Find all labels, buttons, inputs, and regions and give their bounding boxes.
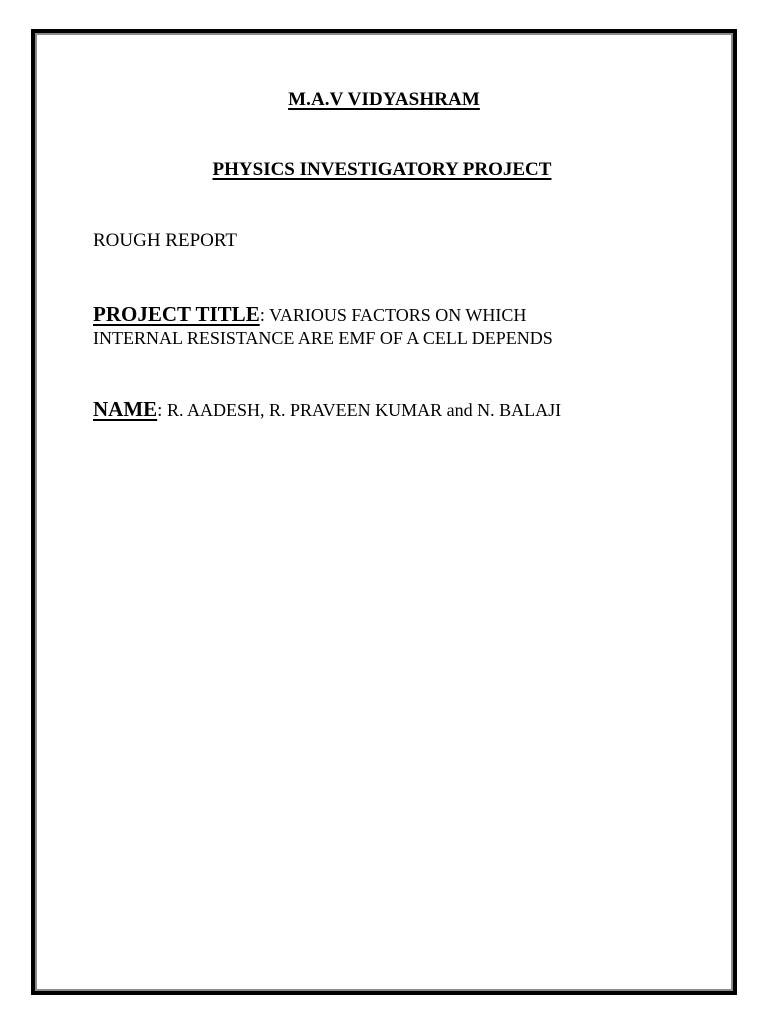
project-title-separator: : — [259, 305, 265, 326]
name-label: NAME — [93, 397, 158, 421]
project-title-label: PROJECT TITLE — [93, 302, 260, 326]
school-name-heading: M.A.V VIDYASHRAM — [288, 89, 480, 110]
project-type-heading: PHYSICS INVESTIGATORY PROJECT — [212, 159, 552, 180]
student-names: R. AADESH, R. PRAVEEN KUMAR and N. BALAJI — [162, 400, 562, 420]
name-separator: : — [157, 400, 163, 421]
project-title-line-1: VARIOUS FACTORS ON WHICH — [264, 305, 527, 325]
project-title-block — [93, 302, 693, 349]
report-type-label: ROUGH REPORT — [93, 230, 238, 251]
project-title-line-2: INTERNAL RESISTANCE ARE EMF OF A CELL DEPENDS — [93, 328, 553, 348]
name-block — [93, 397, 713, 422]
